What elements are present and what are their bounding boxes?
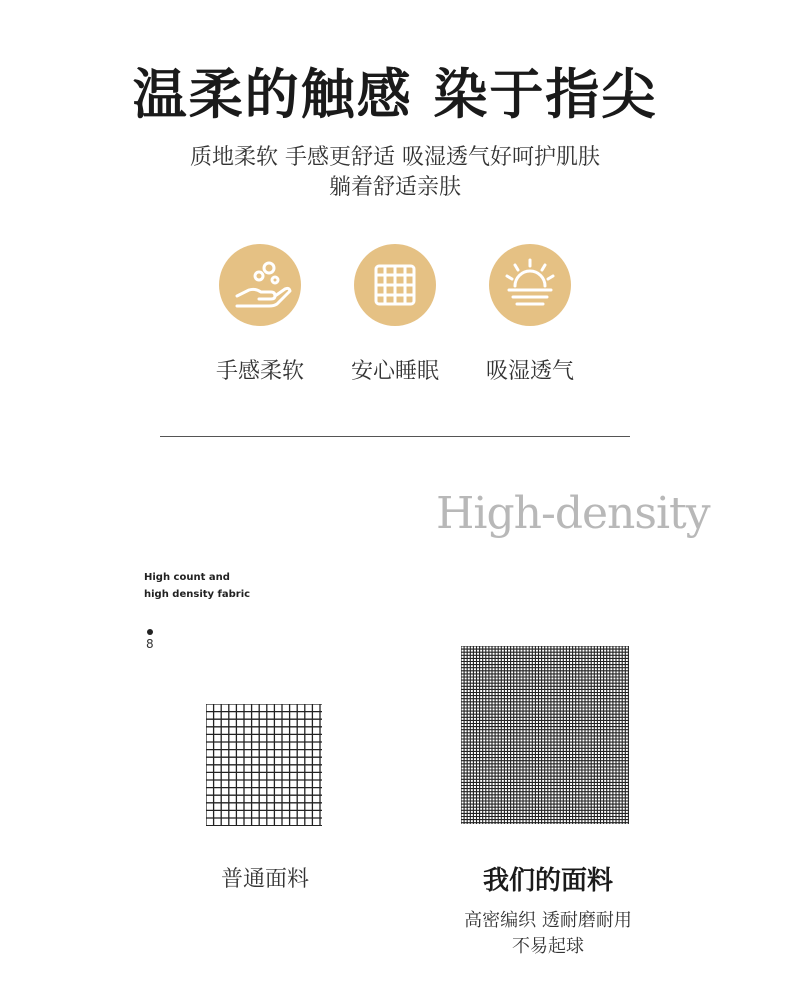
fabric-note-line-2: high density fabric xyxy=(144,589,251,600)
fabric-grid-icon xyxy=(354,244,436,326)
fabric-note-line-1: High count and xyxy=(144,572,230,583)
feature-label-soft: 手感柔软 xyxy=(215,359,304,384)
sunrise-breathable-icon xyxy=(489,244,571,326)
our-fabric-grid xyxy=(461,646,629,824)
feature-label-sleep: 安心睡眠 xyxy=(350,359,439,384)
section-divider xyxy=(160,436,630,437)
our-fabric-label: 我们的面料 xyxy=(482,866,613,896)
fabric-note xyxy=(144,569,250,603)
normal-fabric-label: 普通面料 xyxy=(220,867,309,892)
high-density-watermark: High-density xyxy=(436,488,710,539)
normal-fabric-grid xyxy=(206,704,322,826)
page-title: 温柔的触感 染于指尖 xyxy=(132,63,658,126)
subtitle-line-2: 躺着舒适亲肤 xyxy=(328,175,461,200)
our-fabric-desc-line-1: 高密编织 透耐磨耐用 xyxy=(464,910,632,931)
hand-bubbles-icon xyxy=(219,244,301,326)
our-fabric-desc-line-2: 不易起球 xyxy=(512,936,584,957)
small-number: 8 xyxy=(146,637,154,651)
feature-label-breathable: 吸湿透气 xyxy=(485,359,574,384)
subtitle-line-1: 质地柔软 手感更舒适 吸湿透气好呵护肌肤 xyxy=(190,145,600,170)
bullet-dot xyxy=(147,629,153,635)
